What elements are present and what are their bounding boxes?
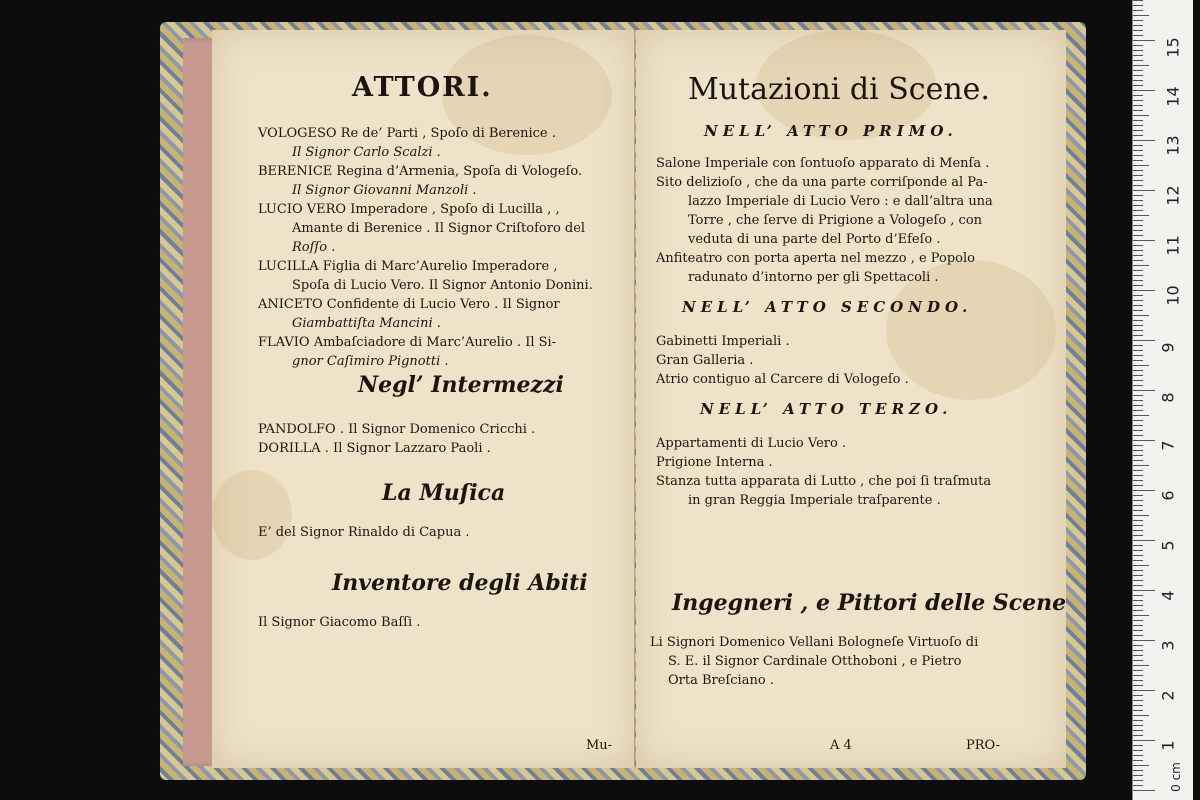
intermezzi-line: PANDOLFO . Il Signor Domenico Cricchi . bbox=[258, 422, 536, 437]
ruler-number: 1 bbox=[1158, 740, 1178, 751]
ruler-tick bbox=[1133, 415, 1149, 416]
ruler-tick bbox=[1133, 225, 1143, 226]
ruler-tick bbox=[1133, 660, 1143, 661]
ruler-tick bbox=[1133, 65, 1149, 66]
ruler-tick bbox=[1133, 125, 1143, 126]
ruler-tick bbox=[1133, 635, 1143, 636]
ruler-tick bbox=[1133, 485, 1143, 486]
ruler-tick bbox=[1133, 665, 1149, 666]
ruler-tick bbox=[1133, 740, 1155, 741]
scene-line: Stanza tutta apparata di Lutto , che poi ſi traſmuta bbox=[656, 474, 992, 489]
ruler-tick bbox=[1133, 315, 1149, 316]
cast-line: BERENICE Regina d’Armenia, Spoſa di Vologeſo. bbox=[258, 164, 583, 179]
scene-line: lazzo Imperiale di Lucio Vero : e dall’altra una bbox=[688, 194, 993, 209]
ruler-tick bbox=[1133, 145, 1143, 146]
ruler-tick bbox=[1133, 555, 1143, 556]
ruler-tick bbox=[1133, 440, 1155, 441]
ruler-tick bbox=[1133, 755, 1143, 756]
ruler-tick bbox=[1133, 530, 1143, 531]
ruler-tick bbox=[1133, 465, 1149, 466]
ruler-tick bbox=[1133, 610, 1143, 611]
ruler-tick bbox=[1133, 210, 1143, 211]
ruler-tick bbox=[1133, 205, 1143, 206]
ruler-tick bbox=[1133, 535, 1143, 536]
ruler-number: 4 bbox=[1158, 590, 1178, 601]
ruler-tick bbox=[1133, 260, 1143, 261]
ruler-tick bbox=[1133, 735, 1143, 736]
ruler-tick bbox=[1133, 155, 1143, 156]
ruler-tick bbox=[1133, 480, 1143, 481]
ruler-number: 7 bbox=[1158, 440, 1178, 451]
scene-line: Atrio contiguo al Carcere di Vologeſo . bbox=[656, 372, 909, 387]
ruler-tick bbox=[1133, 770, 1143, 771]
ruler-tick bbox=[1133, 60, 1143, 61]
ruler-tick bbox=[1133, 655, 1143, 656]
scene-line: Appartamenti di Lucio Vero . bbox=[656, 436, 847, 451]
ruler-number: 15 bbox=[1163, 37, 1183, 58]
ruler-tick bbox=[1133, 115, 1149, 116]
ruler-tick bbox=[1133, 370, 1143, 371]
ruler-tick bbox=[1133, 470, 1143, 471]
ruler-tick bbox=[1133, 405, 1143, 406]
ruler-tick bbox=[1133, 290, 1155, 291]
ruler-number: 6 bbox=[1158, 490, 1178, 501]
ruler-tick bbox=[1133, 230, 1143, 231]
ruler-tick bbox=[1133, 475, 1143, 476]
ruler-tick bbox=[1133, 780, 1143, 781]
ruler-tick bbox=[1133, 730, 1143, 731]
ruler-number: 11 bbox=[1163, 235, 1183, 256]
ruler-tick bbox=[1133, 385, 1143, 386]
credits-line: Orta Breſciano . bbox=[668, 673, 774, 688]
scene-line: radunato d’intorno per gli Spettacoli . bbox=[688, 270, 939, 285]
ruler-tick bbox=[1133, 585, 1143, 586]
ruler-tick bbox=[1133, 510, 1143, 511]
intermezzi-line: DORILLA . Il Signor Lazzaro Paoli . bbox=[258, 441, 491, 456]
ruler-tick bbox=[1133, 35, 1143, 36]
scene-line: Salone Imperiale con ſontuoſo apparato di Menſa . bbox=[656, 156, 990, 171]
ruler-tick bbox=[1133, 505, 1143, 506]
ruler-tick bbox=[1133, 520, 1143, 521]
ruler-tick bbox=[1133, 330, 1143, 331]
ruler-tick bbox=[1133, 350, 1143, 351]
scene-line: Gabinetti Imperiali . bbox=[656, 334, 790, 349]
cast-line: Giambattiſta Mancini . bbox=[292, 316, 441, 331]
ruler-tick bbox=[1133, 550, 1143, 551]
ruler-tick bbox=[1133, 625, 1143, 626]
ruler-tick bbox=[1133, 560, 1143, 561]
ruler-tick bbox=[1133, 675, 1143, 676]
ruler-tick bbox=[1133, 595, 1143, 596]
ruler-tick bbox=[1133, 545, 1143, 546]
ruler-number: 5 bbox=[1158, 540, 1178, 551]
ruler-tick bbox=[1133, 750, 1143, 751]
ruler-tick bbox=[1133, 430, 1143, 431]
ruler-tick bbox=[1133, 270, 1143, 271]
ruler-tick bbox=[1133, 365, 1149, 366]
ruler-tick bbox=[1133, 70, 1143, 71]
ruler-tick bbox=[1133, 240, 1155, 241]
ruler-tick bbox=[1133, 195, 1143, 196]
ruler-number: 3 bbox=[1158, 640, 1178, 651]
ruler-tick bbox=[1133, 185, 1143, 186]
ruler-tick bbox=[1133, 180, 1143, 181]
ruler-tick bbox=[1133, 120, 1143, 121]
ruler-tick bbox=[1133, 775, 1143, 776]
ruler-tick bbox=[1133, 10, 1143, 11]
right-page bbox=[636, 30, 1066, 768]
ruler-tick bbox=[1133, 695, 1143, 696]
ruler-tick bbox=[1133, 30, 1143, 31]
ruler-tick bbox=[1133, 140, 1155, 141]
ruler-tick bbox=[1133, 165, 1149, 166]
ruler-tick bbox=[1133, 340, 1155, 341]
ruler-tick bbox=[1133, 345, 1143, 346]
ruler-tick bbox=[1133, 325, 1143, 326]
ruler-tick bbox=[1133, 20, 1143, 21]
act-heading: NELL’ ATTO PRIMO. bbox=[704, 122, 958, 140]
scene-line: Gran Galleria . bbox=[656, 353, 754, 368]
ruler-tick bbox=[1133, 25, 1143, 26]
ruler-tick bbox=[1133, 170, 1143, 171]
ruler-tick bbox=[1133, 265, 1149, 266]
ruler-tick bbox=[1133, 565, 1149, 566]
ruler-tick bbox=[1133, 85, 1143, 86]
ruler-tick bbox=[1133, 135, 1143, 136]
ruler-tick bbox=[1133, 235, 1143, 236]
ruler-tick bbox=[1133, 570, 1143, 571]
ruler-tick bbox=[1133, 55, 1143, 56]
ruler-tick bbox=[1133, 590, 1155, 591]
section-heading: La Muſica bbox=[382, 480, 506, 506]
ruler-tick bbox=[1133, 450, 1143, 451]
catchword: PRO- bbox=[966, 738, 1001, 753]
ruler-tick bbox=[1133, 335, 1143, 336]
ruler-tick bbox=[1133, 245, 1143, 246]
ruler-tick bbox=[1133, 110, 1143, 111]
cast-line: Il Signor Giovanni Manzoli . bbox=[292, 183, 477, 198]
ruler-tick bbox=[1133, 320, 1143, 321]
catchword: Mu- bbox=[586, 738, 613, 753]
ruler-tick bbox=[1133, 715, 1149, 716]
ruler-tick bbox=[1133, 310, 1143, 311]
ruler-tick bbox=[1133, 515, 1149, 516]
ruler-tick bbox=[1133, 680, 1143, 681]
credits-line: S. E. il Signor Cardinale Otthoboni , e Pietro bbox=[668, 654, 962, 669]
ruler-tick bbox=[1133, 285, 1143, 286]
scene-line: Sito delizioſo , che da una parte corriſponde al Pa- bbox=[656, 175, 988, 190]
cast-line: FLAVIO Ambaſciadore di Marc’Aurelio . Il Si- bbox=[258, 335, 557, 350]
ruler-tick bbox=[1133, 105, 1143, 106]
act-heading: NELL’ ATTO SECONDO. bbox=[682, 298, 973, 316]
ruler-tick bbox=[1133, 425, 1143, 426]
ruler-tick bbox=[1133, 300, 1143, 301]
credits-line: Li Signori Domenico Vellani Bologneſe Virtuoſo di bbox=[650, 635, 979, 650]
ruler-tick bbox=[1133, 790, 1155, 791]
ruler-tick bbox=[1133, 575, 1143, 576]
ruler-tick bbox=[1133, 175, 1143, 176]
ruler-tick bbox=[1133, 400, 1143, 401]
ruler-tick bbox=[1133, 275, 1143, 276]
musica-text: E’ del Signor Rinaldo di Capua . bbox=[258, 525, 470, 540]
ruler-tick bbox=[1133, 80, 1143, 81]
left-page bbox=[212, 30, 635, 768]
ruler-tick bbox=[1133, 250, 1143, 251]
ruler-tick bbox=[1133, 200, 1143, 201]
ruler-tick bbox=[1133, 95, 1143, 96]
section-heading: Negl’ Intermezzi bbox=[358, 372, 564, 398]
ruler-tick bbox=[1133, 630, 1143, 631]
scene-line: Torre , che ſerve di Prigione a Vologeſo , con bbox=[688, 213, 983, 228]
ruler-tick bbox=[1133, 355, 1143, 356]
measurement-ruler bbox=[1132, 0, 1193, 800]
scene-line: veduta di una parte del Porto d’Efeſo . bbox=[688, 232, 941, 247]
page-title: ATTORI. bbox=[352, 72, 493, 103]
ruler-tick bbox=[1133, 670, 1143, 671]
ruler-tick bbox=[1133, 215, 1149, 216]
ruler-tick bbox=[1133, 420, 1143, 421]
signature-mark: A 4 bbox=[830, 738, 852, 753]
ruler-tick bbox=[1133, 455, 1143, 456]
cast-line: Spoſa di Lucio Vero. Il Signor Antonio Donini. bbox=[292, 278, 593, 293]
ruler-tick bbox=[1133, 490, 1155, 491]
ruler-tick bbox=[1133, 645, 1143, 646]
ruler-tick bbox=[1133, 640, 1155, 641]
cast-line: VOLOGESO Re de’ Parti , Spoſo di Berenice . bbox=[258, 126, 556, 141]
cast-line: gnor Caſimiro Pignotti . bbox=[292, 354, 449, 369]
ruler-tick bbox=[1133, 395, 1143, 396]
water-stain bbox=[212, 470, 292, 560]
ruler-tick bbox=[1133, 685, 1143, 686]
scene-line: Prigione Interna . bbox=[656, 455, 773, 470]
ruler-tick bbox=[1133, 705, 1143, 706]
ruler-tick bbox=[1133, 160, 1143, 161]
scene-line: Anfiteatro con porta aperta nel mezzo , e Popolo bbox=[656, 251, 975, 266]
act-heading: NELL’ ATTO TERZO. bbox=[700, 400, 953, 418]
ruler-number: 9 bbox=[1158, 342, 1178, 353]
ruler-number: 12 bbox=[1163, 185, 1183, 206]
cast-line: Il Signor Carlo Scalzi . bbox=[292, 145, 441, 160]
ruler-tick bbox=[1133, 495, 1143, 496]
ruler-tick bbox=[1133, 90, 1155, 91]
ruler-tick bbox=[1133, 40, 1155, 41]
ruler-tick bbox=[1133, 390, 1155, 391]
section-heading: Ingegneri , e Pittori delle Scene bbox=[672, 590, 1067, 616]
abiti-text: Il Signor Giacomo Baſſi . bbox=[258, 615, 421, 630]
ruler-tick bbox=[1133, 620, 1143, 621]
ruler-tick bbox=[1133, 360, 1143, 361]
ruler-tick bbox=[1133, 700, 1143, 701]
ruler-tick bbox=[1133, 190, 1155, 191]
ruler-tick bbox=[1133, 5, 1143, 6]
ruler-number: 8 bbox=[1158, 392, 1178, 403]
ruler-tick bbox=[1133, 445, 1143, 446]
scene-line: in gran Reggia Imperiale traſparente . bbox=[688, 493, 941, 508]
ruler-tick bbox=[1133, 690, 1155, 691]
ruler-tick bbox=[1133, 600, 1143, 601]
ruler-tick bbox=[1133, 150, 1143, 151]
ruler-tick bbox=[1133, 650, 1143, 651]
ruler-tick bbox=[1133, 295, 1143, 296]
ruler-tick bbox=[1133, 305, 1143, 306]
ruler-tick bbox=[1133, 380, 1143, 381]
ruler-tick bbox=[1133, 75, 1143, 76]
ruler-tick bbox=[1133, 500, 1143, 501]
ruler-tick bbox=[1133, 615, 1149, 616]
cast-line: LUCIO VERO Imperadore , Spoſo di Lucilla , , bbox=[258, 202, 560, 217]
cast-line: Amante di Berenice . Il Signor Criſtoforo del bbox=[292, 221, 586, 236]
ruler-tick bbox=[1133, 580, 1143, 581]
ruler-tick bbox=[1133, 525, 1143, 526]
ruler-tick bbox=[1133, 50, 1143, 51]
ruler-tick bbox=[1133, 220, 1143, 221]
ruler-tick bbox=[1133, 0, 1143, 1]
ruler-tick bbox=[1133, 460, 1143, 461]
ruler-tick bbox=[1133, 725, 1143, 726]
ruler-tick bbox=[1133, 540, 1155, 541]
cast-line: LUCILLA Figlia di Marc’Aurelio Imperadore , bbox=[258, 259, 558, 274]
ruler-unit-label: 0 cm bbox=[1168, 762, 1183, 792]
ruler-tick bbox=[1133, 375, 1143, 376]
ruler-tick bbox=[1133, 605, 1143, 606]
ruler-tick bbox=[1133, 255, 1143, 256]
ruler-tick bbox=[1133, 785, 1143, 786]
ruler-tick bbox=[1133, 100, 1143, 101]
ruler-tick bbox=[1133, 765, 1149, 766]
section-heading: Inventore degli Abiti bbox=[332, 570, 588, 596]
page-title: Mutazioni di Scene. bbox=[688, 72, 990, 107]
ruler-tick bbox=[1133, 710, 1143, 711]
ruler-tick bbox=[1133, 130, 1143, 131]
ruler-tick bbox=[1133, 45, 1143, 46]
ruler-tick bbox=[1133, 15, 1149, 16]
ruler-number: 2 bbox=[1158, 690, 1178, 701]
cast-line: ANICETO Confidente di Lucio Vero . Il Signor bbox=[258, 297, 560, 312]
ruler-tick bbox=[1133, 720, 1143, 721]
ruler-tick bbox=[1133, 760, 1143, 761]
cast-line: Roſſo . bbox=[292, 240, 336, 255]
ruler-number: 13 bbox=[1163, 135, 1183, 156]
ruler-tick bbox=[1133, 435, 1143, 436]
ruler-tick bbox=[1133, 280, 1143, 281]
ruler-number: 14 bbox=[1163, 86, 1183, 107]
ruler-tick bbox=[1133, 745, 1143, 746]
ruler-number: 10 bbox=[1163, 285, 1183, 306]
ruler-tick bbox=[1133, 410, 1143, 411]
